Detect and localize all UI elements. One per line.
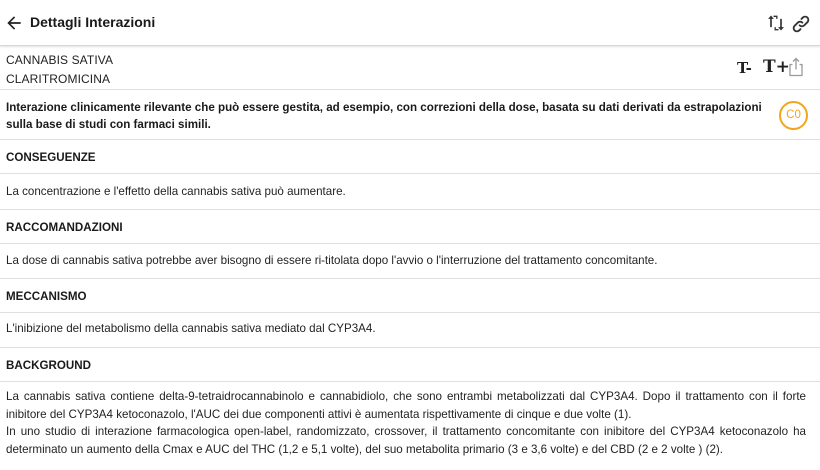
share-icon[interactable] bbox=[788, 57, 804, 77]
page-title: Dettagli Interazioni bbox=[30, 14, 156, 30]
interaction-summary bbox=[0, 91, 820, 140]
section-body-recommendations bbox=[0, 245, 820, 279]
section-body-background bbox=[6, 388, 806, 458]
section-body-mechanism bbox=[0, 314, 820, 348]
background-paragraph-1: La cannabis sativa contiene delta-9-tetraidrocannabinolo e cannabidiolo, che sono entrambi metabolizzati dal CYP3A4. Dopo il trattamento con il forte inibitore del CYP3A4 ketoconazolo, l'AUC dei due componenti attivi è aumentata rispettivamente di cinque e due volte (1). bbox=[6, 390, 806, 421]
severity-badge: C0 bbox=[779, 101, 808, 130]
drug-pair bbox=[0, 47, 820, 90]
link-icon[interactable] bbox=[790, 13, 812, 35]
section-heading-background bbox=[0, 349, 820, 382]
section-title: RACCOMANDAZIONI bbox=[6, 221, 123, 234]
section-title: MECCANISMO bbox=[6, 290, 87, 303]
font-decrease-button[interactable]: T- bbox=[737, 59, 752, 77]
section-body-consequences bbox=[0, 175, 820, 210]
arrow-left-icon[interactable] bbox=[4, 13, 24, 33]
summary-text: Interazione clinicamente rilevante che può essere gestita, ad esempio, con correzioni della dose, basata su dati derivati da estrapolazioni sulla base di studi con farmaci simili. bbox=[6, 101, 762, 131]
section-title: CONSEGUENZE bbox=[6, 151, 96, 164]
section-heading-recommendations bbox=[0, 211, 820, 244]
section-text: L'inibizione del metabolismo della cannabis sativa mediato dal CYP3A4. bbox=[6, 322, 376, 335]
drug-name-1: CANNABIS SATIVA bbox=[6, 53, 114, 67]
background-paragraph-2: In uno studio di interazione farmacologica open-label, randomizzato, crossover, il trattamento concomitante con inibitore del CYP3A4 ketoconazolo ha determinato un aumento della Cmax e AUC del THC (1,2 e 5,1 volte), del suo metabolita primario (3 e 3,6 volte) e del CBD (2 e 2 volte ) (2). bbox=[6, 425, 806, 456]
drug-name-2: CLARITROMICINA bbox=[6, 72, 111, 86]
font-increase-button[interactable]: T+ bbox=[763, 57, 790, 77]
section-heading-mechanism bbox=[0, 280, 820, 313]
section-text: La concentrazione e l'effetto della cannabis sativa può aumentare. bbox=[6, 185, 346, 198]
swap-vertical-icon[interactable] bbox=[766, 13, 786, 33]
section-title: BACKGROUND bbox=[6, 359, 92, 372]
section-heading-consequences bbox=[0, 141, 820, 174]
section-text: La dose di cannabis sativa potrebbe aver bisogno di essere ri-titolata dopo l'avvio o l'interruzione del trattamento concomitante. bbox=[6, 254, 658, 267]
app-bar bbox=[0, 0, 820, 46]
